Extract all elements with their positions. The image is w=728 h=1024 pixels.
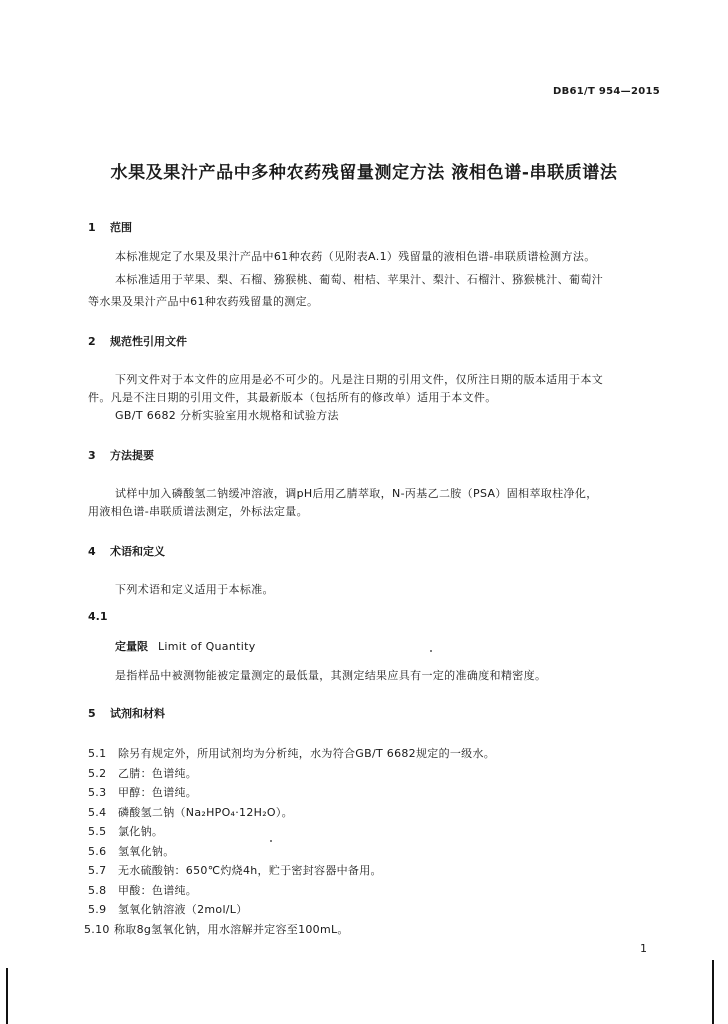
item-number: 5.4 (88, 805, 107, 819)
scan-speck (270, 840, 272, 842)
item-text: 无水硫酸钠：650℃灼烧4h，贮于密封容器中备用。 (118, 864, 382, 877)
section-number: 2 (88, 335, 96, 348)
list-item (88, 843, 175, 859)
section-number: 5 (88, 707, 96, 720)
paragraph: 下列文件对于本文件的应用是必不可少的。凡是注日期的引用文件，仅所注日期的版本适用于本文 (115, 373, 604, 386)
paragraph: 本标准规定了水果及果汁产品中61种农药（见附表A.1）残留量的液相色谱-串联质谱检测方法。 (115, 250, 596, 263)
scan-edge-line (6, 968, 8, 1024)
term-chinese: 定量限 (115, 640, 148, 653)
section-number: 3 (88, 449, 96, 462)
item-text: 乙腈：色谱纯。 (118, 766, 198, 780)
list-item (84, 921, 349, 937)
section-4-heading (88, 543, 165, 559)
section-2-heading (88, 333, 187, 349)
section-title: 术语和定义 (110, 545, 165, 558)
list-item (88, 862, 382, 878)
item-text: 称取8g氢氧化钠，用水溶解并定容至100mL。 (114, 922, 349, 936)
list-item (88, 901, 248, 917)
document-title: 水果及果汁产品中多种农药残留量测定方法 液相色谱-串联质谱法 (110, 163, 618, 183)
item-number: 5.3 (88, 786, 107, 799)
document-code: DB61/T 954—2015 (553, 86, 660, 97)
item-number: 5.8 (88, 883, 107, 897)
list-item (88, 882, 197, 898)
paragraph: 本标准适用于苹果、梨、石榴、猕猴桃、葡萄、柑桔、苹果汁、梨汁、石榴汁、猕猴桃汁、葡萄汁 (115, 273, 604, 286)
section-3-heading (88, 447, 154, 463)
subsection-number: 4.1 (88, 610, 108, 623)
section-1-heading (88, 219, 132, 235)
item-text: 氢氧化钠。 (118, 844, 175, 858)
list-item (88, 804, 293, 820)
item-number: 5.6 (88, 844, 107, 858)
section-title: 试剂和材料 (110, 707, 165, 720)
section-number: 1 (88, 221, 96, 234)
paragraph: 下列术语和定义适用于本标准。 (115, 583, 274, 596)
section-number: 4 (88, 545, 96, 558)
page-number: 1 (640, 942, 647, 955)
paragraph: 用液相色谱-串联质谱法测定，外标法定量。 (88, 505, 308, 518)
paragraph: 试样中加入磷酸氢二钠缓冲溶液，调pH后用乙腈萃取，N-丙基乙二胺（PSA）固相萃取柱净化， (115, 487, 598, 500)
paragraph: 等水果及果汁产品中61种农药残留量的测定。 (88, 295, 319, 308)
item-number: 5.5 (88, 825, 107, 838)
item-text: 氯化钠。 (118, 825, 164, 838)
item-text: 磷酸氢二钠（Na₂HPO₄·12H₂O）。 (118, 805, 293, 819)
list-item (88, 823, 163, 839)
term-heading (115, 638, 256, 654)
item-number: 5.9 (88, 903, 107, 916)
section-title: 范围 (110, 221, 132, 234)
term-definition: 是指样品中被测物能被定量测定的最低量，其测定结果应具有一定的准确度和精密度。 (115, 669, 547, 682)
item-number: 5.7 (88, 864, 107, 877)
paragraph: GB/T 6682 分析实验室用水规格和试验方法 (115, 409, 339, 422)
item-number: 5.10 (84, 922, 110, 936)
paragraph: 件。凡是不注日期的引用文件，其最新版本（包括所有的修改单）适用于本文件。 (88, 391, 497, 404)
item-number: 5.1 (88, 747, 107, 760)
list-item (88, 765, 197, 781)
list-item (88, 745, 495, 761)
scan-edge-line (712, 960, 714, 1024)
item-text: 除另有规定外，所用试剂均为分析纯，水为符合GB/T 6682规定的一级水。 (118, 747, 496, 760)
item-text: 甲醇：色谱纯。 (118, 786, 198, 799)
list-item (88, 784, 197, 800)
item-text: 氢氧化钠溶液（2mol/L） (118, 903, 248, 916)
section-5-heading (88, 705, 165, 721)
term-english: Limit of Quantity (158, 640, 256, 653)
item-number: 5.2 (88, 766, 107, 780)
section-title: 规范性引用文件 (110, 335, 187, 348)
item-text: 甲酸：色谱纯。 (118, 883, 198, 897)
scan-speck (430, 650, 432, 652)
section-title: 方法提要 (110, 449, 154, 462)
